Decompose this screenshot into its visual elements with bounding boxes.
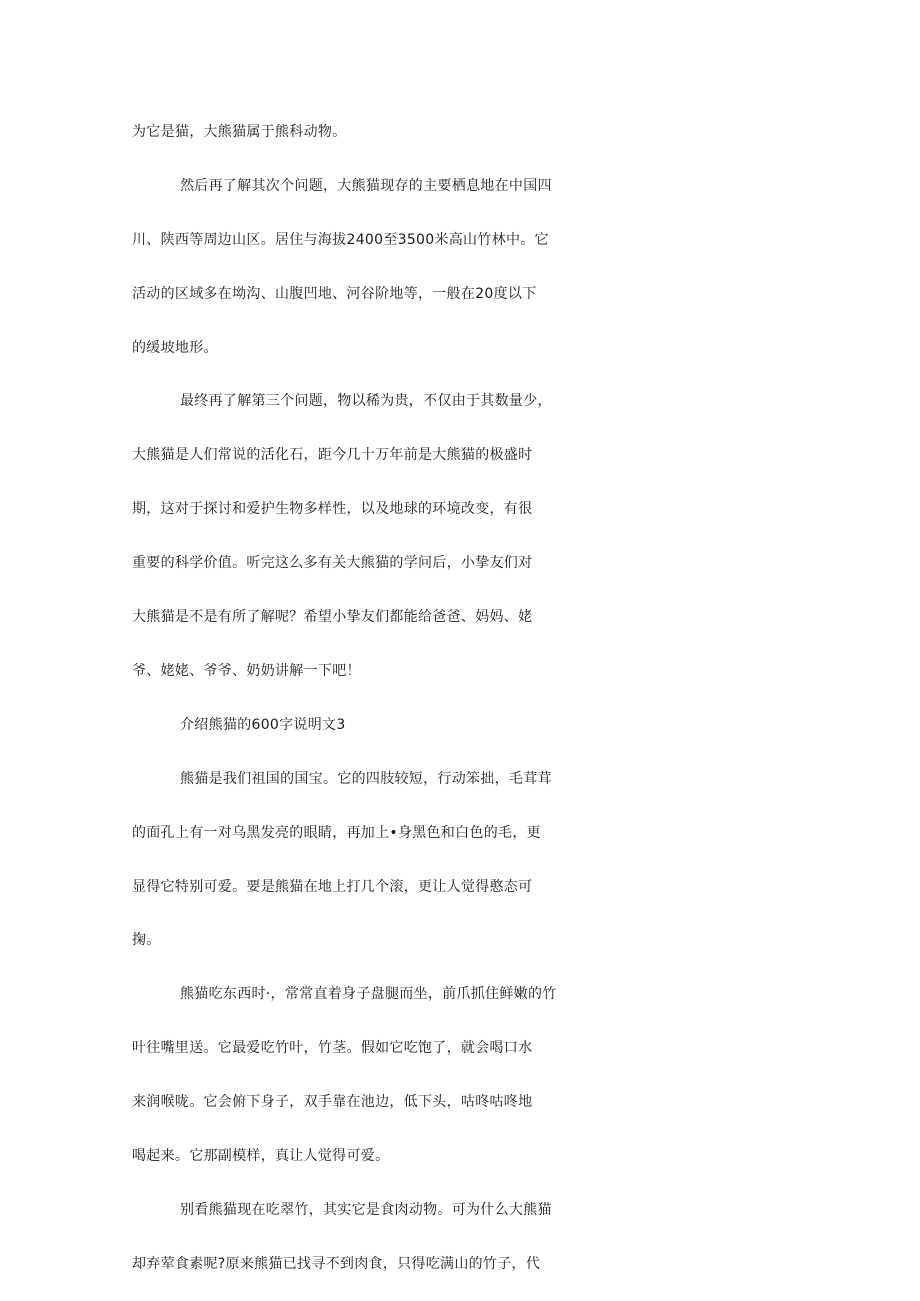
- text-line: 的面孔上有一对乌黑发亮的眼睛，再加上•身黑色和白色的毛，更: [132, 825, 541, 841]
- text-line: 来润喉咙。它会俯下身子，双手靠在池边，低下头，咕咚咕咚地: [132, 1094, 533, 1110]
- text-line: 最终再了解第三个问题，物以稀为贵，不仅由于其数量少，: [180, 393, 552, 409]
- text-line: 却弃荤食素呢?原来熊猫已找寻不到肉食，只得吃满山的竹子，代: [132, 1256, 541, 1272]
- text-line: 大熊猫是人们常说的活化石，距今几十万年前是大熊猫的极盛时: [132, 447, 533, 463]
- text-line: 大熊猫是不是有所了解呢？希望小挚友们都能给爸爸、妈妈、姥: [132, 609, 533, 625]
- section-heading: 介绍熊猫的600字说明文3: [180, 717, 346, 733]
- text-line: 显得它特别可爱。要是熊猫在地上打几个滚，更让人觉得憨态可: [132, 879, 533, 895]
- text-line: 熊猫是我们祖国的国宝。它的四肢较短，行动笨拙，毛茸茸: [180, 771, 552, 787]
- text-line: 然后再了解其次个问题，大熊猫现存的主要栖息地在中国四: [180, 178, 552, 194]
- text-line: 爷、姥姥、爷爷、奶奶讲解一下吧！: [132, 663, 361, 679]
- text-line: 的缓坡地形。: [132, 340, 218, 356]
- text-line: 别看熊猫现在吃翠竹，其实它是食肉动物。可为什么大熊猫: [180, 1202, 552, 1218]
- text-line: 喝起来。它那副模样，真让人觉得可爱。: [132, 1148, 390, 1164]
- text-line: 重要的科学价值。听完这么多有关大熊猫的学问后，小挚友们对: [132, 555, 533, 571]
- text-line: 活动的区域多在坳沟、山腹凹地、河谷阶地等，一般在20度以下: [132, 286, 537, 302]
- text-line: 川、陕西等周边山区。居住与海拔2400至3500米高山竹林中。它: [132, 232, 549, 248]
- text-line: 为它是猫，大熊猫属于熊科动物。: [132, 124, 347, 140]
- text-line: 期，这对于探讨和爱护生物多样性，以及地球的环境改变，有很: [132, 501, 533, 517]
- text-line: 熊猫吃东西时·，常常直着身子盘腿而坐，前爪抓住鲜嫩的竹: [180, 986, 557, 1002]
- text-line: 掬。: [132, 932, 161, 948]
- text-line: 叶往嘴里送。它最爱吃竹叶，竹茎。假如它吃饱了，就会喝口水: [132, 1040, 533, 1056]
